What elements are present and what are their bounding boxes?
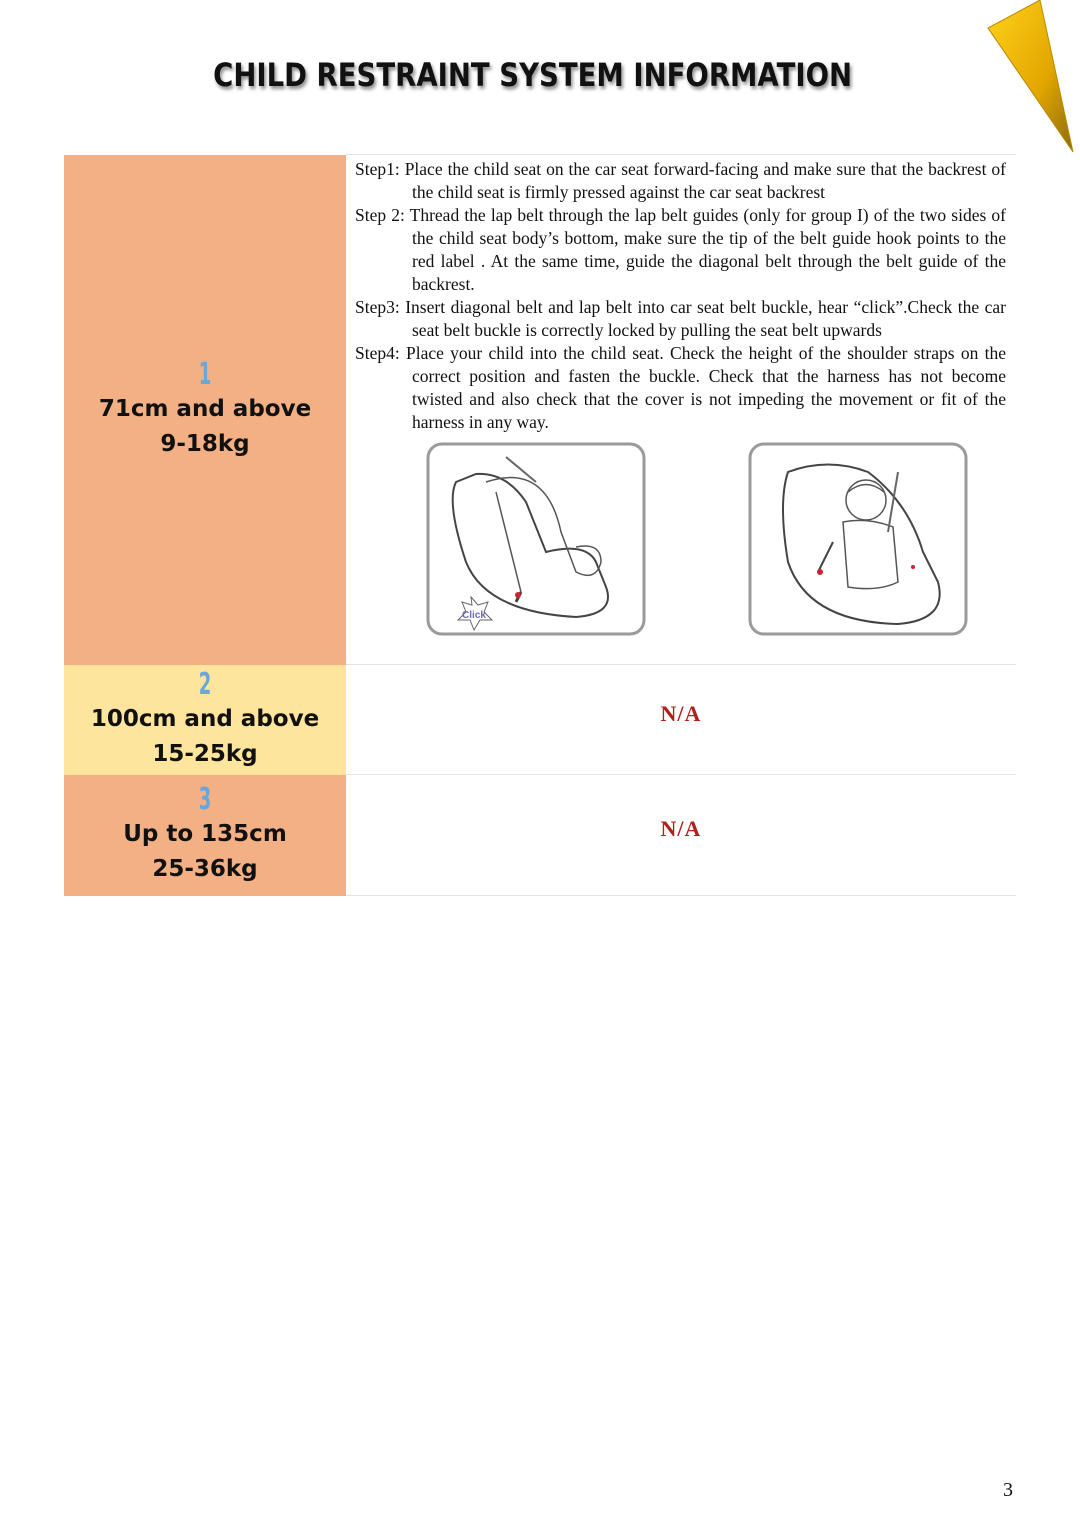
step-4-text: Step4: Place your child into the child seat. Check the height of the shoulder straps on the correct position and fasten the buckle. Check that the harness has not become twisted and also check that the cover is not impeding the movement or fit of the harness in any way. (355, 343, 1006, 432)
step-2-text: Step 2: Thread the lap belt through the lap belt guides (only for group I) of the two sides of the child seat body’s bottom, make sure the tip of the belt guide hook points to the red label . At the same time, guide the diagonal belt through the belt guide of the backrest. (355, 205, 1006, 294)
group-2-content (346, 665, 1016, 775)
group-weight: 9-18kg (160, 430, 250, 457)
group-height: Up to 135cm (123, 821, 287, 847)
group-2-cell (64, 665, 346, 775)
group-height: 71cm and above (98, 395, 312, 422)
group-number: 1 (198, 356, 212, 392)
not-applicable-text: N/A (660, 701, 702, 726)
step-3-text: Step3: Insert diagonal belt and lap belt into car seat belt buckle, hear “click”.Check the car seat belt buckle is correctly locked by pulling the seat belt upwards (355, 297, 1006, 340)
table-row (64, 775, 1016, 896)
not-applicable-text: N/A (660, 816, 702, 841)
click-label: Click (462, 610, 486, 621)
table-row (64, 665, 1016, 775)
group-number: 3 (198, 782, 212, 817)
group-3-cell (64, 775, 346, 896)
seat-belt-click-illustration (426, 442, 646, 636)
group-height: 100cm and above (90, 705, 320, 732)
group-weight: 25-36kg (152, 856, 258, 882)
illustrations (346, 434, 1016, 654)
table-row (64, 155, 1016, 665)
group-1-cell (64, 155, 346, 665)
crs-table (64, 154, 1016, 896)
child-harness-illustration (748, 442, 968, 636)
step-1-text: Step1: Place the child seat on the car seat forward-facing and make sure that the backrest of the child seat is firmly pressed against the car seat backrest (355, 159, 1006, 202)
group-1-content (346, 155, 1016, 665)
installation-steps (346, 155, 1016, 434)
group-3-content (346, 775, 1016, 896)
group-weight: 15-25kg (152, 740, 258, 767)
page-title: CHILD RESTRAINT SYSTEM INFORMATION (213, 56, 853, 94)
group-number: 2 (198, 666, 212, 702)
page-number: 3 (1003, 1479, 1013, 1501)
